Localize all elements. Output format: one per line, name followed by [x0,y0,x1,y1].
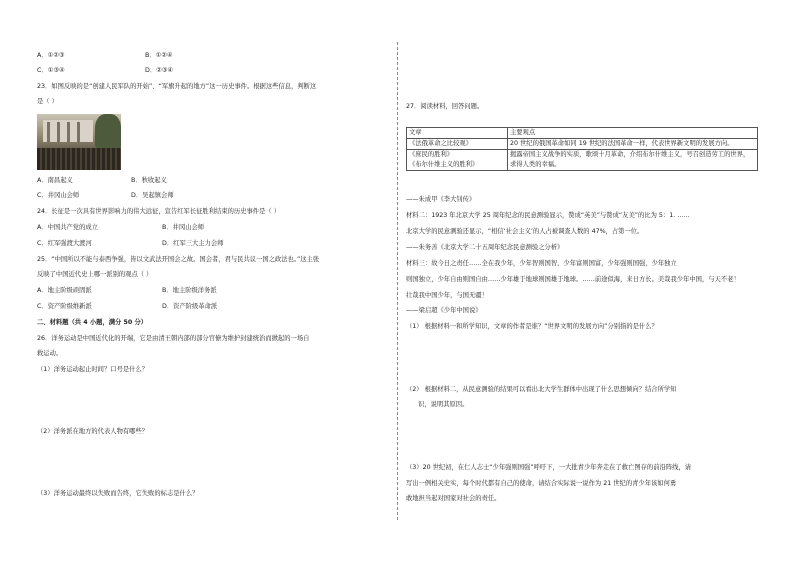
option-b-previous: B．①②④ [145,52,173,59]
question-27-sub3-line1: （3）20 世纪初，在仁人志士“少年强则国强”呼吁下，一大批青少年奔走在了救亡图存的前沿阵线，请 [406,464,692,471]
material-1-source: ——朱成甲《李大钊传》 [406,196,476,203]
question-27-sub3-line3: 敢地担当起对国家对社会的责任。 [406,495,501,502]
material-2-source: ——朱务善《北京大学二十五周年纪念民意测验之分析》 [406,244,564,251]
option-a-previous: A．①②③ [37,52,65,59]
material-2-line2: 北京大学的民意测验还显示，“相信‘社会主义’的人占被调查人数的 47%，占第一位。 [406,228,644,235]
question-27-sub3-line2: 写出一例相关史实，每个时代都有自己的使命，请结合实际说一说作为 21 世纪的青少年该如何勇 [406,480,677,487]
photo-column [47,122,50,142]
material-1-table [406,127,758,171]
option-d-previous: D．②③④ [145,67,174,74]
photo-column [57,122,60,142]
nanchang-uprising-photo [37,114,121,170]
photo-crowd [37,148,121,170]
question-26-sub1: （1）洋务运动起止时间？口号是什么？ [37,366,149,373]
question-25-option-b: B．地主阶级洋务派 [162,287,217,294]
table-cell-view: 揭露帝国主义战争的实质，歌颂十月革命，介绍布尔什维主义，号召创造劳工的世界，求得人类的幸福。 [508,150,758,171]
table-cell-view: 20 世纪的俄国革命如同 19 世纪的法国革命一样，代表世界新文明的发展方向。 [508,139,758,150]
question-27-sub1: （1） 根据材料一和所学知识，文章的作者是谁？“世界文明的发展方向”分别指的是什么？ [406,323,658,330]
material-3-source: ——梁启超《少年中国说》 [406,307,482,314]
question-26-sub2: （2）洋务派在地方的代表人物有哪些？ [37,428,149,435]
question-27: 27．阅读材料，回答问题。 [406,103,484,110]
question-23-option-c: C．井冈山会师 [37,192,80,199]
question-23-line1: 23．如图反映的是“创建人民军队的开始”、“军旗升起的地方”这一历史事件。根据这些信息，判断这 [37,83,317,90]
table-header-view: 主要观点 [508,128,758,139]
table-cell-article: 《法俄革命之比较观》 [407,139,508,150]
material-2-line1: 材料二：1923 年北京大学 25 周年纪念的民意测验显示，赞成“英美”与赞成“友美”的比为 5：1. …… [406,212,690,219]
question-27-sub2-line2: 识，说明其原因。 [418,401,469,408]
question-25-option-c: C．资产阶级维新派 [37,303,92,310]
question-26-sub3: （3）洋务运动最终以失败而告终，它失败的标志是什么？ [37,490,199,497]
photo-column [67,122,70,142]
question-24-option-c: C．红军强渡大渡河 [37,240,92,247]
question-23-option-a: A．南昌起义 [37,177,73,184]
table-cell-article [407,150,508,171]
question-24: 24．长征是一次具有世界影响力的伟大远征，宣告红军长征胜利结束的历史事件是（ ） [37,208,280,215]
question-25-line2: 反映了中国近代史上哪一派别的观点（ ） [37,271,153,278]
question-26-line2: 救运动。 [37,350,63,357]
table-cell-article-line: 《布尔什维主义的胜利》 [409,161,479,168]
question-27-sub2-line1: （2） 根据材料二，从民意测验的结果可以看出北大学生群体中出现了什么思想倾向？结合所学知 [406,386,677,393]
question-25-option-d: D．资产阶级革命派 [162,303,218,310]
question-23-line2: 是（ ） [37,98,58,105]
question-24-option-d: D．红军三大主力会师 [162,240,224,247]
question-23-option-b: B．秋收起义 [131,177,167,184]
question-26-line1: 26．洋务运动是中国近代化的开端，它是由清王朝内部的部分官僚为维护封建统治而掀起的一场自 [37,335,310,342]
question-25-line1: 25．“中国所以不能与泰西争强，皆以文武法开国会之故。国会者，君与民共议一国之政法也。”这主张 [37,256,320,263]
question-25-option-a: A．地主阶级顽固派 [37,287,92,294]
material-3-line1: 材料三：故今日之责任……全在我少年，少年智则国智，少年富则国富，少年强则国强，少年独立 [406,260,677,267]
table-cell-article-line: 《庶民的胜利》 [409,151,454,158]
section-heading-materials: 二、材料题（共 4 小题，满分 50 分） [37,319,148,326]
question-24-option-b: B．井冈山会师 [162,224,205,231]
column-divider [397,42,398,520]
question-23-option-d: D．吴起镇会师 [131,192,174,199]
table-header-article: 文章 [407,128,508,139]
table-row [407,150,758,171]
option-c-previous: C．①③④ [37,67,65,74]
material-3-line3: 壮哉我中国少年，与国无疆！ [406,292,488,299]
question-24-option-a: A．中国共产党的成立 [37,224,98,231]
table-row [407,139,758,150]
photo-tree [95,114,121,148]
photo-column [77,122,80,142]
table-header-row [407,128,758,139]
material-3-line2: 则国独立，少年自由则国自由……少年雄于地球则国雄于地球。……前途似海，来日方长。美哉我少年中国，与天不老！ [406,276,740,283]
